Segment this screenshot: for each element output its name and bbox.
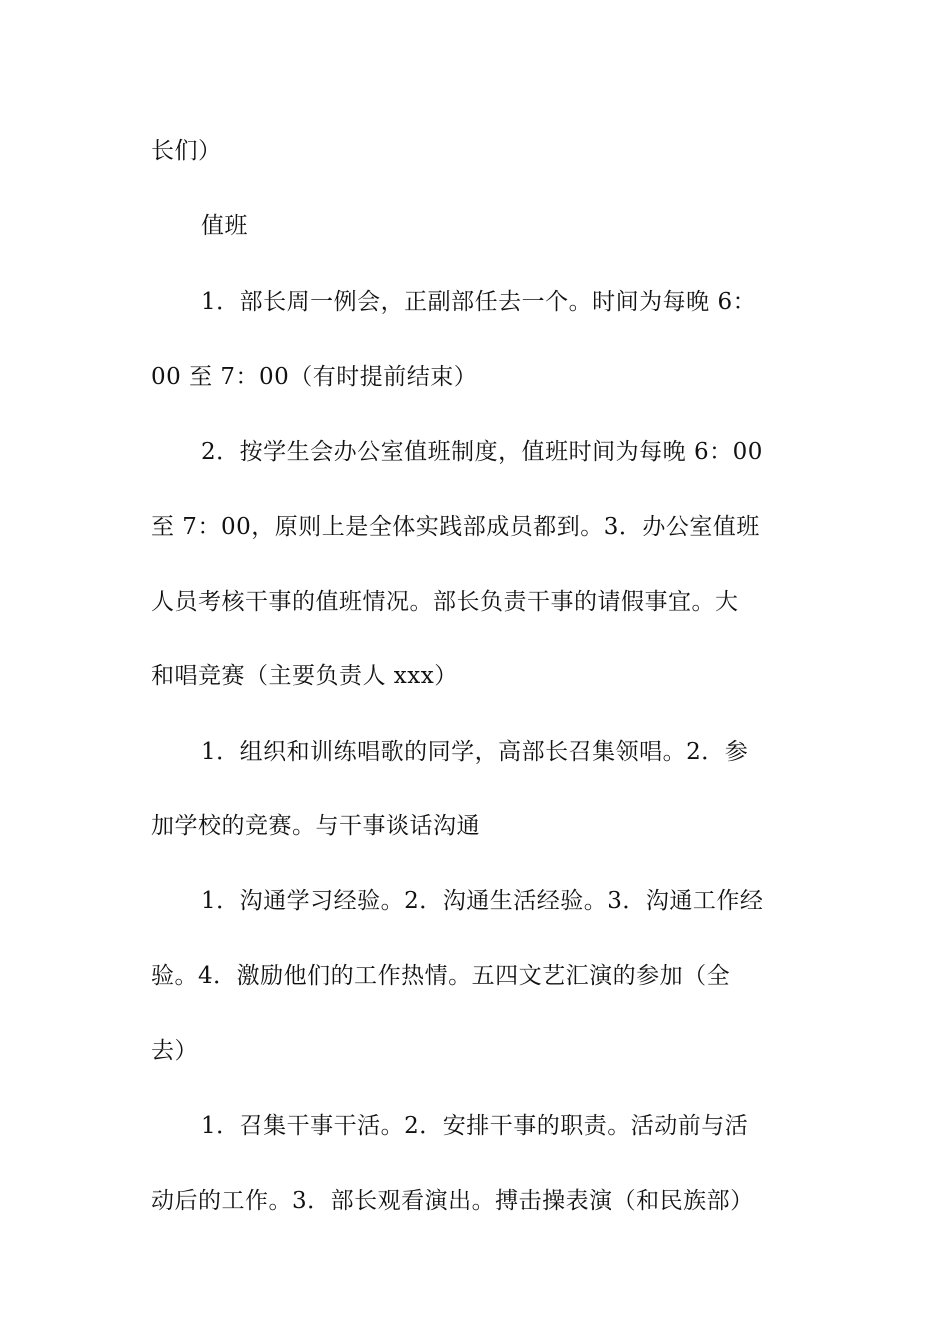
text-line-6: 至 7：00，原则上是全体实践部成员都到。3．办公室值班 bbox=[151, 514, 760, 540]
text-line-4: 00 至 7：00（有时提前结束） bbox=[151, 364, 478, 390]
text-line-1: 长们） bbox=[151, 138, 222, 164]
text-line-11: 1．沟通学习经验。2．沟通生活经验。3．沟通工作经 bbox=[201, 888, 764, 914]
text-line-7: 人员考核干事的值班情况。部长负责干事的请假事宜。大 bbox=[151, 589, 739, 615]
text-line-10: 加学校的竞赛。与干事谈话沟通 bbox=[151, 813, 480, 839]
text-line-15: 动后的工作。3．部长观看演出。搏击操表演（和民族部） bbox=[151, 1188, 754, 1214]
text-line-12: 验。4．激励他们的工作热情。五四文艺汇演的参加（全 bbox=[151, 963, 731, 989]
text-line-14: 1．召集干事干活。2．安排干事的职责。活动前与活 bbox=[201, 1113, 749, 1139]
section-heading-duty: 值班 bbox=[201, 213, 248, 239]
text-line-9: 1．组织和训练唱歌的同学，高部长召集领唱。2．参 bbox=[201, 739, 749, 765]
text-line-8: 和唱竞赛（主要负责人 xxx） bbox=[151, 663, 458, 689]
text-line-3: 1．部长周一例会，正副部任去一个。时间为每晚 6： bbox=[201, 289, 757, 315]
text-line-13: 去） bbox=[151, 1038, 198, 1064]
text-line-5: 2．按学生会办公室值班制度，值班时间为每晚 6：00 bbox=[201, 439, 763, 465]
